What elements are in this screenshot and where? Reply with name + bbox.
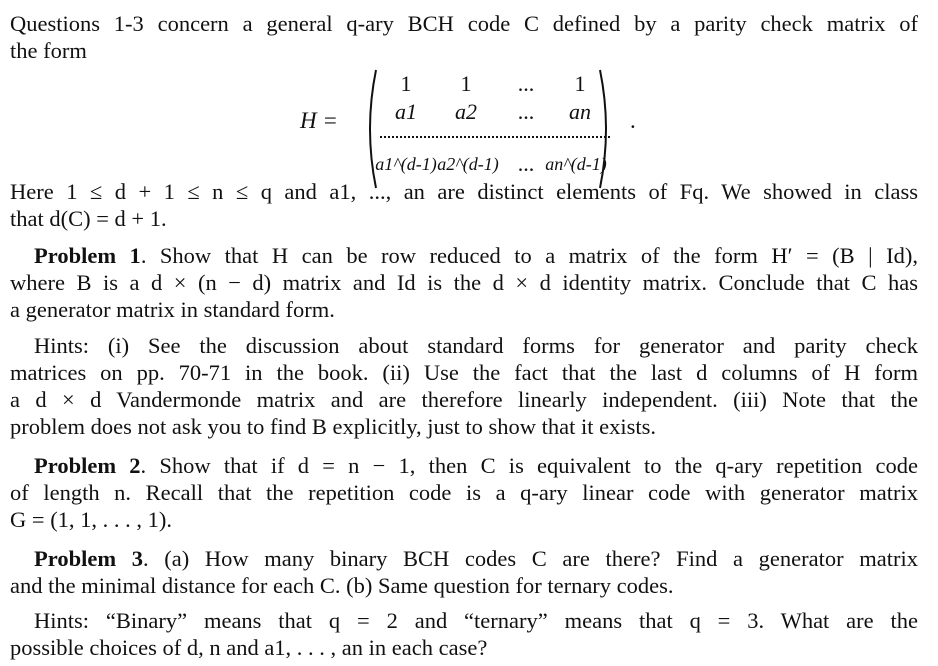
problem-2-line-3: G = (1, 1, . . . , 1). (10, 507, 173, 532)
matrix-cell: 1 (574, 71, 586, 96)
matrix-cell: 1 (400, 71, 412, 96)
problem-1-hint-2: matrices on pp. 70-71 in the book. (ii) Use the fact that the last d columns of H form (10, 360, 918, 385)
matrix-label: H = (300, 108, 338, 133)
problem-1-hint-3: a d × d Vandermonde matrix and are therefore linearly independent. (iii) Note that the (10, 387, 918, 412)
problem-1-line-2: where B is a d × (n − d) matrix and Id is the d × d identity matrix. Conclude that C has (10, 270, 918, 295)
problem-1-hint-4: problem does not ask you to find B explicitly, just to show that it exists. (10, 414, 656, 439)
problem-1-line-3: a generator matrix in standard form. (10, 297, 335, 322)
matrix-cell: 1 (460, 71, 472, 96)
problem-2-line-1: Problem 2. Show that if d = n − 1, then C is equivalent to the q-ary repetition code (34, 453, 918, 478)
problem-2-title: Problem 2 (34, 453, 141, 478)
problem-3-hint-2: possible choices of d, n and a1, . . . , an in each case? (10, 635, 488, 660)
problem-3-title: Problem 3 (34, 546, 143, 571)
matrix-dots-row (380, 136, 610, 138)
matrix-cell: a2^(d-1) (437, 154, 499, 174)
intro-line-1: Questions 1-3 concern a general q-ary BCH code C defined by a parity check matrix of (10, 11, 918, 36)
problem-1-hint-1: Hints: (i) See the discussion about standard forms for generator and parity check (34, 333, 918, 358)
matrix-cell: ... (517, 99, 535, 124)
problem-3-line-2: and the minimal distance for each C. (b) Same question for ternary codes. (10, 573, 674, 598)
matrix-period: . (630, 108, 636, 133)
matrix-cell: an (569, 99, 591, 124)
intro-after-1: Here 1 ≤ d + 1 ≤ n ≤ q and a1, ..., an are distinct elements of Fq. We showed in class (10, 179, 918, 204)
matrix-cell: a1 (395, 99, 417, 124)
matrix-cell: an^(d-1) (545, 154, 607, 174)
problem-1-line-1: Problem 1. Show that H can be row reduced to a matrix of the form H′ = (B | Id), (34, 243, 918, 268)
matrix-cell: a2 (455, 99, 477, 124)
matrix-cell: ... (517, 151, 535, 176)
intro-line-2: the form (10, 38, 87, 63)
parity-check-matrix (300, 68, 660, 188)
problem-2-line-2: of length n. Recall that the repetition code is a q-ary linear code with generator matrix (10, 480, 918, 505)
problem-3-line-1: Problem 3. (a) How many binary BCH codes C are there? Find a generator matrix (34, 546, 918, 571)
problem-1-title: Problem 1 (34, 243, 141, 268)
problem-3-hint-1: Hints: “Binary” means that q = 2 and “ternary” means that q = 3. What are the (34, 608, 918, 633)
matrix-cell: a1^(d-1) (375, 154, 437, 174)
intro-after-2: that d(C) = d + 1. (10, 206, 167, 231)
matrix-cell: ... (517, 71, 535, 96)
